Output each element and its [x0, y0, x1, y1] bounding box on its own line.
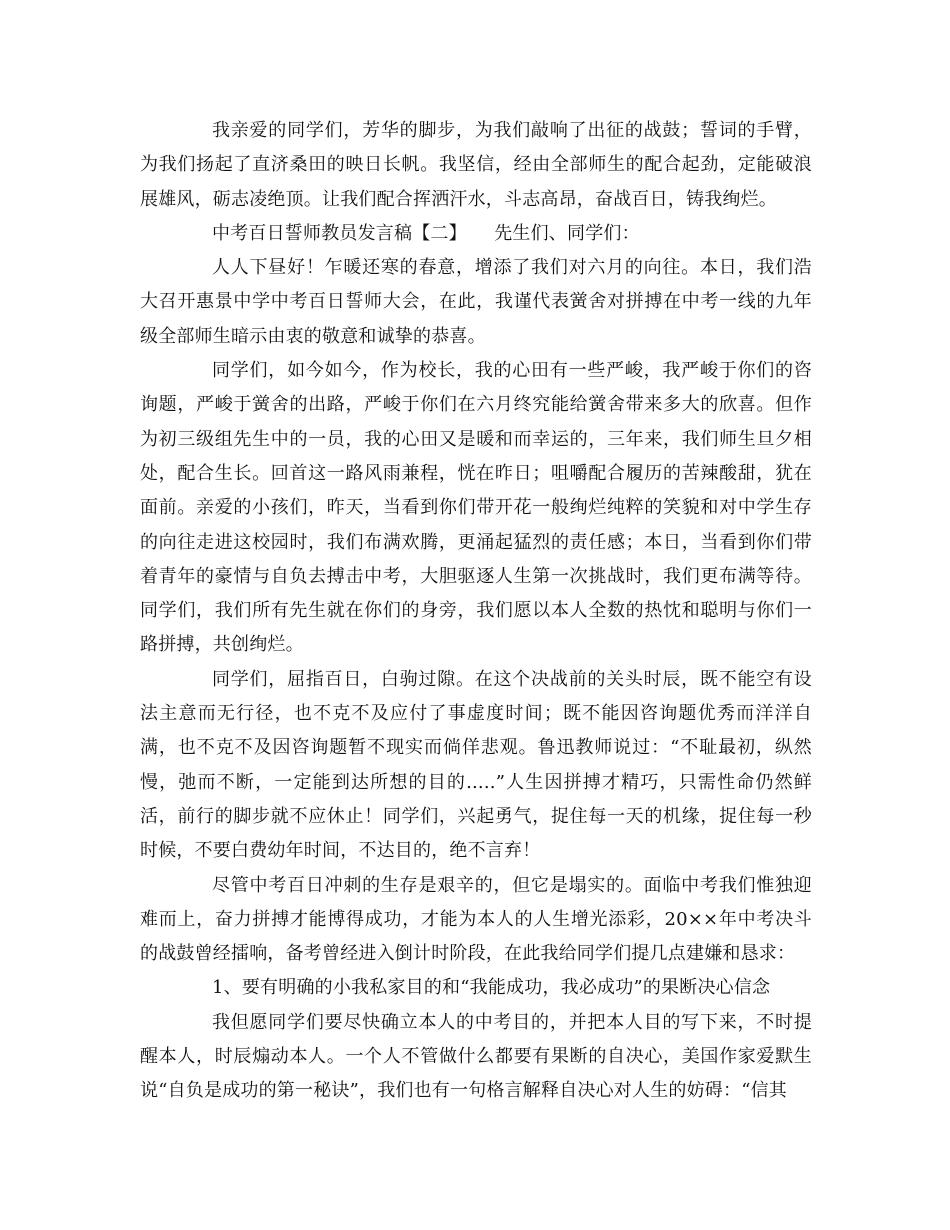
paragraph-suggestions-intro: 尽管中考百日冲刺的生存是艰辛的，但它是塌实的。面临中考我们惟独迎难而上，奋力拼搏才能博得成功，才能为本人的人生增光添彩，20××年中考决斗的战鼓曾经擂响，备考曾经进入倒计时阶段，在此我给同学们提几点建嫌和恳求：: [140, 874, 812, 965]
document-body: [140, 114, 812, 1109]
paragraph-hundred-days: 同学们，屈指百日，白驹过隙。在这个决战前的关头时辰，既不能空有设法主意而无行径，也不克不及应付了事虚度时间；既不能因咨询题优秀而洋洋自满，也不克不及因咨询题暂不现实而倘佯悲观。鲁迅教师说过：“不耻最初，纵然慢，弛而不断，一定能到达所想的目的.....”人生因拼搏才精巧，只需性命仍然鲜活，前行的脚步就不应休止！同学们，兴起勇气，捉住每一天的机缘，捉住每一秒时候，不要白费幼年时间，不达目的，绝不言弃！: [140, 668, 812, 862]
paragraph-greeting: 人人下昼好！乍暖还寒的春意，增添了我们对六月的向往。本日，我们浩大召开惠景中学中考百日誓师大会，在此，我谨代表黉舍对拼搏在中考一线的九年级全部师生暗示由衷的敬意和诚挚的恭喜。: [140, 257, 812, 347]
paragraph-principal-feelings: 同学们，如今如今，作为校长，我的心田有一些严峻，我严峻于你们的咨询题，严峻于黉舍的出路，严峻于你们在六月终究能给黉舍带来多大的欣喜。但作为初三级组先生中的一员，我的心田又是暖和而幸运的，三年来，我们师生旦夕相处，配合生长。回首这一路风雨兼程，恍在昨日；咀嚼配合履历的苦辣酸甜，犹在面前。亲爱的小孩们，昨天，当看到你们带开花一般绚烂纯粹的笑貌和对中学生存的向往走进这校园时，我们布满欢腾，更涌起猛烈的责任感；本日，当看到你们带着青年的豪情与自负去搏击中考，大胆驱逐人生第一次挑战时，我们更布满等待。同学们，我们所有先生就在你们的身旁，我们愿以本人全数的热忱和聪明与你们一路拼搏，共创绚烂。: [140, 360, 812, 656]
section-heading: 中考百日誓师教员发言稿【二】 先生们、同学们：: [212, 222, 640, 244]
paragraph-closing-remarks: 我亲爱的同学们，芳华的脚步，为我们敲响了出征的战鼓；誓词的手臂，为我们扬起了直济桑田的映日长帆。我坚信，经由全部师生的配合起劲，定能破浪展雄风，砺志凌绝顶。让我们配合挥洒汗水，斗志高昂，奋战百日，铸我绚烂。: [140, 120, 812, 210]
list-item-goal: 1、要有明确的小我私家目的和“我能成功，我必成功”的果断决心信念: [212, 977, 771, 999]
paragraph-self-confidence: 我但愿同学们要尽快确立本人的中考目的，并把本人目的写下来，不时提醒本人，时辰煽动本人。一个人不管做什么都要有果断的自决心，美国作家爱默生说“自负是成功的第一秘诀”，我们也有一句格言解释自决心对人生的妨碍：“信其: [140, 1011, 812, 1102]
